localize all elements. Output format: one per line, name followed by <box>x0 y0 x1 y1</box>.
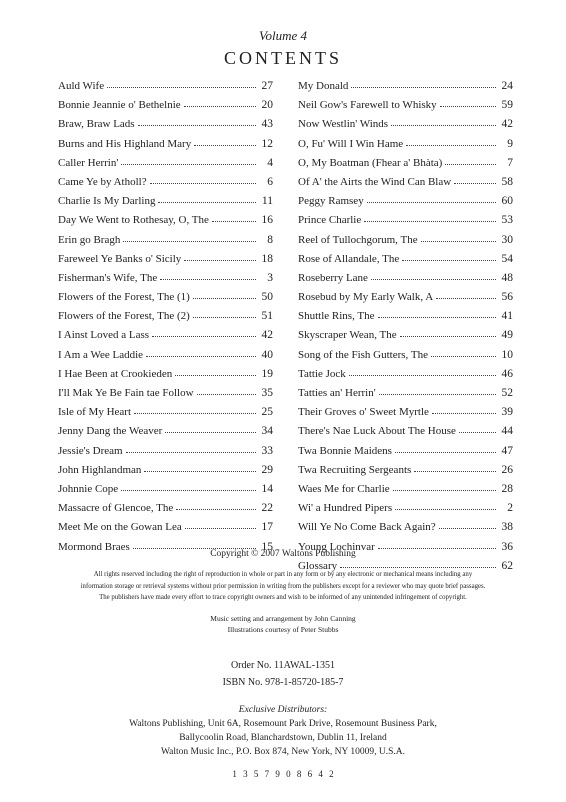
toc-entry <box>298 387 513 406</box>
toc-entry <box>58 291 273 310</box>
dot-leader <box>340 559 496 568</box>
toc-entry-title: Fisherman's Wife, The <box>58 271 158 284</box>
toc-entry <box>298 310 513 329</box>
toc-entry-page: 12 <box>261 137 273 150</box>
dot-leader <box>402 252 496 261</box>
toc-entry-page: 34 <box>261 425 273 438</box>
toc-entry-title: Shuttle Rins, The <box>298 310 375 323</box>
toc-entry-page: 22 <box>261 502 273 515</box>
toc-entry-page: 59 <box>501 99 513 112</box>
dot-leader <box>175 367 256 376</box>
toc-entry-page: 17 <box>261 521 273 534</box>
dot-leader <box>379 386 496 395</box>
toc-entry-title: Jessie's Dream <box>58 444 123 457</box>
toc-entry-page: 26 <box>501 463 513 476</box>
toc-entry-title: Wi' a Hundred Pipers <box>298 502 393 515</box>
toc-entry <box>58 425 273 444</box>
toc-entry-title: I'll Mak Ye Be Fain tae Follow <box>58 387 194 399</box>
toc-entry-title: There's Nae Luck About The House <box>298 425 456 438</box>
toc-entry-page: 4 <box>267 156 273 169</box>
toc-entry-page: 48 <box>501 271 513 284</box>
toc-entry <box>58 387 273 406</box>
toc-entry <box>298 291 513 310</box>
print-line: 1 3 5 7 9 0 8 6 4 2 <box>232 769 334 779</box>
contents-heading: CONTENTS <box>224 48 342 68</box>
toc-entry <box>298 234 513 253</box>
toc-entry-page: 38 <box>501 521 513 534</box>
dot-leader <box>371 271 496 280</box>
toc-entry-page: 33 <box>261 444 273 457</box>
toc-entry-title: John Highlandman <box>58 463 142 476</box>
toc-entry-page: 42 <box>501 118 513 131</box>
toc-entry <box>58 464 273 483</box>
toc-entry-page: 7 <box>507 156 513 169</box>
dot-leader <box>184 252 256 261</box>
rights-line: All rights reserved including the right of reproduction in whole or part in any form or by any electronic or mechanical means including any <box>93 571 473 578</box>
toc-entry-title: Prince Charlie <box>298 214 362 227</box>
toc-entry-page: 42 <box>261 329 273 342</box>
rights-line: information storage or retrieval systems without prior permission in writing from the publishers except for a reviewer who may quote brief passages. <box>80 582 486 590</box>
toc-entry-title: Neil Gow's Farewell to Whisky <box>298 99 437 112</box>
toc-entry-page: 62 <box>501 559 513 572</box>
toc-entry-title: I Am a Wee Laddie <box>58 348 144 361</box>
toc-entry-title: Meet Me on the Gowan Lea <box>58 521 182 534</box>
copyright-line: Copyright © 2007 Waltons Publishing <box>210 549 356 559</box>
contents-column-right <box>298 80 513 579</box>
toc-entry <box>298 406 513 425</box>
toc-entry-page: 8 <box>267 233 273 246</box>
toc-entry-title: Mormond Braes <box>58 540 130 553</box>
toc-entry-page: 15 <box>261 540 273 553</box>
toc-entry-title: Flowers of the Forest, The (2) <box>58 310 190 323</box>
isbn-number: ISBN No. 978-1-85720-185-7 <box>222 677 344 688</box>
toc-entry-title: Twa Recruiting Sergeants <box>298 463 412 476</box>
toc-entry <box>58 195 273 214</box>
dot-leader <box>393 482 496 491</box>
toc-entry <box>58 349 273 368</box>
toc-entry <box>58 118 273 137</box>
toc-entry <box>298 368 513 387</box>
toc-entry-title: Rosebud by My Early Walk, A <box>298 291 434 304</box>
toc-entry-page: 19 <box>261 367 273 380</box>
toc-entry-page: 30 <box>501 233 513 246</box>
toc-entry-page: 11 <box>261 195 273 208</box>
toc-entry-title: Auld Wife <box>58 80 105 92</box>
dot-leader <box>123 233 256 242</box>
volume-label: Volume 4 <box>258 28 308 43</box>
toc-entry-title: Erin go Bragh <box>58 233 121 246</box>
contents-column-left <box>58 80 273 560</box>
toc-entry <box>298 157 513 176</box>
rights-line: The publishers have made every effort to trace copyright owners and wish to be informed of any unintended infringement of copyright. <box>99 594 467 601</box>
toc-entry <box>298 483 513 502</box>
dot-leader <box>212 213 256 222</box>
toc-entry-title: Isle of My Heart <box>58 406 132 419</box>
toc-entry-page: 52 <box>501 387 513 399</box>
dot-leader <box>121 482 256 491</box>
toc-entry-title: My Donald <box>298 80 349 92</box>
toc-entry-title: Day We Went to Rothesay, O, The <box>58 214 209 227</box>
dot-leader <box>400 328 496 337</box>
toc-entry-page: 20 <box>261 99 273 112</box>
toc-entry-page: 16 <box>261 214 273 227</box>
toc-entry-page: 47 <box>501 444 513 457</box>
dot-leader <box>184 98 256 107</box>
toc-entry <box>58 138 273 157</box>
dot-leader <box>194 137 256 146</box>
toc-entry-page: 39 <box>501 406 513 419</box>
toc-entry <box>58 272 273 291</box>
toc-entry-page: 50 <box>261 291 273 304</box>
toc-entry-title: Burns and His Highland Mary <box>58 137 192 150</box>
toc-entry-title: Glossary <box>298 559 338 572</box>
rights-notice <box>38 569 528 604</box>
toc-entry <box>298 502 513 521</box>
dot-leader <box>107 79 256 88</box>
dot-leader <box>406 137 496 146</box>
dot-leader <box>351 79 496 88</box>
toc-entry <box>298 272 513 291</box>
dot-leader <box>454 175 496 184</box>
toc-entry <box>58 176 273 195</box>
dot-leader <box>349 367 496 376</box>
dot-leader <box>133 540 256 549</box>
toc-entry <box>58 368 273 387</box>
toc-entry-page: 24 <box>501 80 513 92</box>
toc-entry-title: Roseberry Lane <box>298 271 368 284</box>
dot-leader <box>395 444 496 453</box>
toc-entry-page: 56 <box>501 291 513 304</box>
dot-leader <box>395 501 496 510</box>
toc-entry-page: 53 <box>501 214 513 227</box>
toc-entry-title: Will Ye No Come Back Again? <box>298 521 436 534</box>
dot-leader <box>459 424 496 433</box>
credits <box>0 613 566 635</box>
toc-entry-page: 3 <box>267 271 273 284</box>
toc-entry <box>58 502 273 521</box>
toc-entry <box>58 310 273 329</box>
toc-entry-page: 27 <box>261 80 273 92</box>
toc-entry-page: 14 <box>261 482 273 495</box>
distributor-address-line: Waltons Publishing, Unit 6A, Rosemount Park Drive, Rosemount Business Park, <box>129 719 437 729</box>
dot-leader <box>165 424 256 433</box>
toc-entry <box>58 99 273 118</box>
toc-entry <box>58 329 273 348</box>
toc-entry <box>298 99 513 118</box>
toc-entry-page: 28 <box>501 482 513 495</box>
toc-entry-page: 44 <box>501 425 513 438</box>
toc-entry <box>298 118 513 137</box>
toc-entry <box>298 176 513 195</box>
toc-entry <box>58 214 273 233</box>
toc-entry <box>58 253 273 272</box>
illustrations-credit: Illustrations courtesy of Peter Stubbs <box>227 625 339 634</box>
toc-entry <box>298 521 513 540</box>
toc-entry-page: 10 <box>501 348 513 361</box>
toc-entry-page: 49 <box>501 329 513 342</box>
dot-leader <box>146 348 256 357</box>
toc-entry-page: 35 <box>261 387 273 399</box>
toc-entry-title: Caller Herrin' <box>58 156 119 169</box>
dot-leader <box>364 213 496 222</box>
dot-leader <box>176 501 256 510</box>
music-setting-credit: Music setting and arrangement by John Canning <box>210 614 356 623</box>
toc-entry <box>298 195 513 214</box>
dot-leader <box>421 233 496 242</box>
dot-leader <box>144 463 256 472</box>
toc-entry-page: 25 <box>261 406 273 419</box>
toc-entry-title: Charlie Is My Darling <box>58 195 156 208</box>
toc-entry-page: 36 <box>501 540 513 553</box>
toc-entry-title: Johnnie Cope <box>58 482 119 495</box>
distributor-address-line: Walton Music Inc., P.O. Box 874, New York, NY 10009, U.S.A. <box>160 747 406 757</box>
toc-entry-page: 6 <box>267 175 273 188</box>
toc-entry-title: Of A' the Airts the Wind Can Blaw <box>298 175 452 188</box>
toc-entry <box>298 349 513 368</box>
toc-entry-page: 54 <box>501 252 513 265</box>
toc-entry-page: 18 <box>261 252 273 265</box>
dot-leader <box>158 194 256 203</box>
toc-entry-page: 60 <box>501 195 513 208</box>
dot-leader <box>126 444 256 453</box>
toc-entry-page: 58 <box>501 175 513 188</box>
toc-entry <box>298 445 513 464</box>
toc-entry-page: 29 <box>261 463 273 476</box>
dot-leader <box>432 405 496 414</box>
toc-entry-title: Young Lochinvar <box>298 540 375 553</box>
toc-entry-page: 2 <box>507 502 513 515</box>
toc-entry-page: 40 <box>261 348 273 361</box>
toc-entry-title: Came Ye by Atholl? <box>58 175 147 188</box>
order-info <box>0 657 566 691</box>
toc-entry <box>58 521 273 540</box>
dot-leader <box>378 309 497 318</box>
toc-entry <box>58 406 273 425</box>
distributors <box>0 703 566 759</box>
dot-leader <box>439 520 496 529</box>
toc-entry-title: Jenny Dang the Weaver <box>58 425 163 438</box>
dot-leader <box>414 463 496 472</box>
dot-leader <box>138 117 256 126</box>
toc-entry-page: 46 <box>501 367 513 380</box>
toc-entry-title: Tatties an' Herrin' <box>298 387 376 399</box>
toc-entry-title: Now Westlin' Winds <box>298 118 389 131</box>
dot-leader <box>150 175 256 184</box>
toc-entry-title: Waes Me for Charlie <box>298 482 390 495</box>
dot-leader <box>160 271 256 280</box>
toc-entry <box>58 80 273 99</box>
dot-leader <box>431 348 496 357</box>
toc-entry-title: Massacre of Glencoe, The <box>58 502 174 515</box>
dot-leader <box>197 386 256 395</box>
toc-entry <box>298 138 513 157</box>
toc-entry-page: 51 <box>261 310 273 323</box>
dot-leader <box>436 290 496 299</box>
toc-entry <box>58 445 273 464</box>
toc-entry <box>298 80 513 99</box>
toc-entry-title: Flowers of the Forest, The (1) <box>58 291 190 304</box>
toc-entry <box>298 425 513 444</box>
toc-entry-title: Peggy Ramsey <box>298 195 364 208</box>
toc-entry-page: 41 <box>501 310 513 323</box>
toc-entry <box>58 483 273 502</box>
dot-leader <box>134 405 256 414</box>
dot-leader <box>152 328 256 337</box>
toc-entry-title: Skyscraper Wean, The <box>298 329 397 342</box>
distributor-address-line: Ballycoolin Road, Blanchardstown, Dublin 11, Ireland <box>179 733 387 743</box>
toc-entry-title: I Ainst Loved a Lass <box>58 329 150 342</box>
toc-entry-title: I Hae Been at Crookieden <box>58 367 173 380</box>
toc-entry <box>298 214 513 233</box>
dot-leader <box>193 290 256 299</box>
dot-leader <box>391 117 496 126</box>
order-number: Order No. 11AWAL-1351 <box>230 660 336 671</box>
toc-entry-title: O, Fu' Will I Win Hame <box>298 137 404 150</box>
dot-leader <box>440 98 496 107</box>
toc-entry-title: Song of the Fish Gutters, The <box>298 348 428 361</box>
dot-leader <box>185 520 256 529</box>
toc-entry-title: Twa Bonnie Maidens <box>298 444 392 457</box>
dot-leader <box>367 194 496 203</box>
toc-entry-title: Tattie Jock <box>298 367 346 380</box>
dot-leader <box>378 540 496 549</box>
toc-entry-title: O, My Boatman (Fhear a' Bhàta) <box>298 156 443 169</box>
toc-entry <box>298 253 513 272</box>
toc-entry <box>298 329 513 348</box>
dot-leader <box>121 156 256 165</box>
toc-entry-title: Reel of Tullochgorum, The <box>298 233 418 246</box>
toc-entry-title: Rose of Allandale, The <box>298 252 400 265</box>
dot-leader <box>445 156 496 165</box>
dot-leader <box>193 309 256 318</box>
toc-entry-page: 43 <box>261 118 273 131</box>
toc-entry-title: Bonnie Jeannie o' Bethelnie <box>58 99 181 112</box>
toc-entry <box>58 157 273 176</box>
toc-entry-page: 9 <box>507 137 513 150</box>
toc-entry-title: Their Groves o' Sweet Myrtle <box>298 406 429 419</box>
toc-entry-title: Fareweel Ye Banks o' Sicily <box>58 252 182 265</box>
toc-entry <box>58 234 273 253</box>
toc-entry-title: Braw, Braw Lads <box>58 118 135 131</box>
distributors-heading: Exclusive Distributors: <box>238 705 328 715</box>
toc-entry <box>298 464 513 483</box>
